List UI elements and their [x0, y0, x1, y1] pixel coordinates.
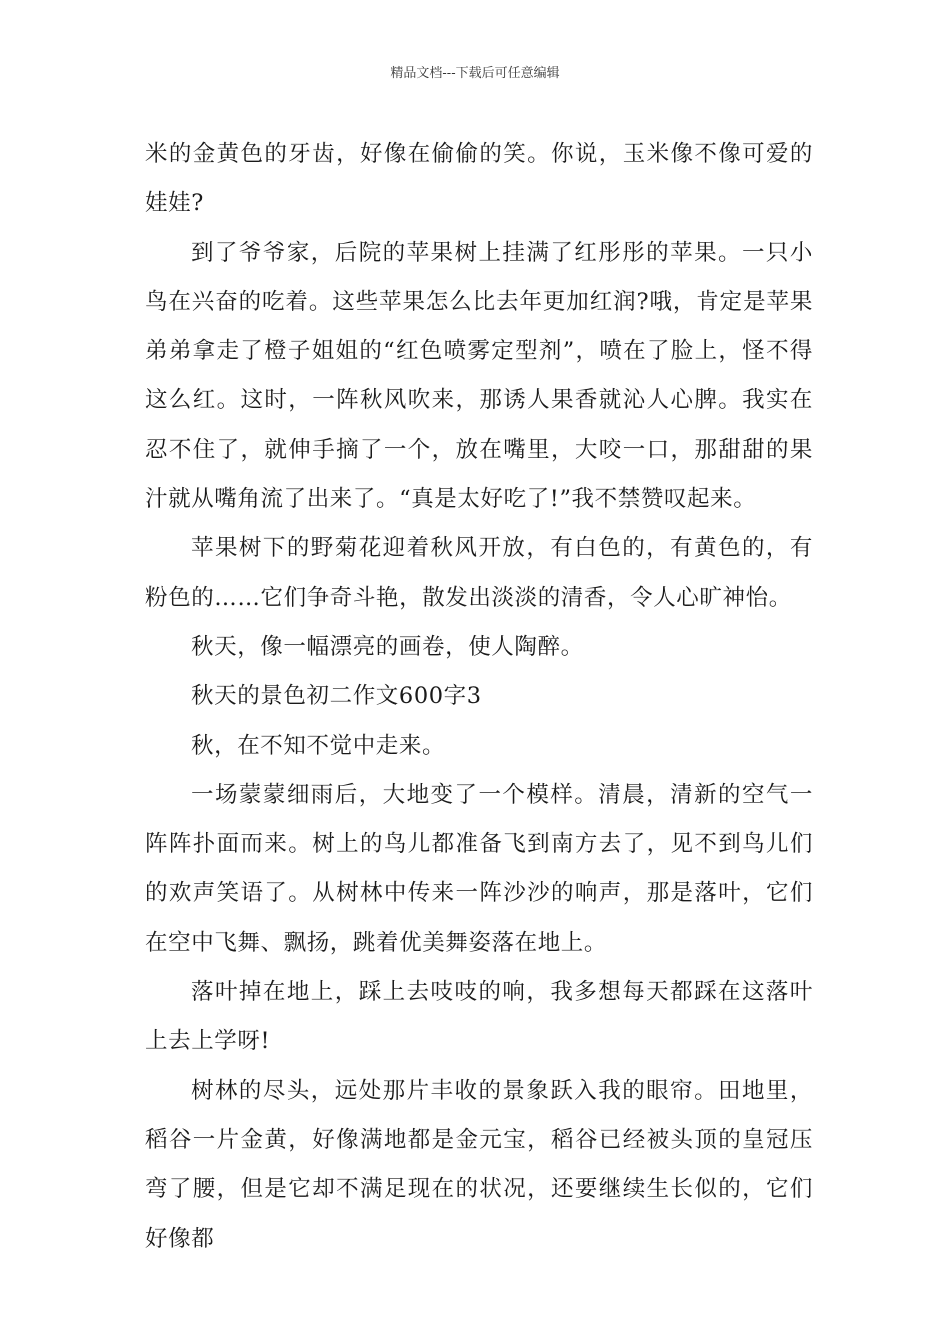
paragraph: 秋，在不知不觉中走来。 — [191, 732, 446, 759]
paragraph: 苹果树下的野菊花迎着秋风开放，有白色的，有黄色的，有粉色的……它们争奇斗艳，散发出淡淡的清香，令人心旷神怡。 — [145, 535, 813, 611]
paragraph: 秋天，像一幅漂亮的画卷，使人陶醉。 — [191, 633, 584, 660]
paragraph: 米的金黄色的牙齿，好像在偷偷的笑。你说，玉米像不像可爱的娃娃? — [145, 141, 813, 217]
section-title: 秋天的景色初二作文600字3 — [191, 683, 482, 710]
paragraph: 一场蒙蒙细雨后，大地变了一个模样。清晨，清新的空气一阵阵扑面而来。树上的鸟儿都准备飞到南方去了，见不到鸟儿们的欢声笑语了。从树林中传来一阵沙沙的响声，那是落叶，它们在空中飞舞、飘扬，跳着优美舞姿落在地上。 — [145, 781, 813, 956]
page-header: 精品文档---下载后可任意编辑 — [390, 66, 560, 81]
document-body — [145, 130, 813, 1264]
paragraph: 树林的尽头，远处那片丰收的景象跃入我的眼帘。田地里，稻谷一片金黄，好像满地都是金元宝，稻谷已经被头顶的皇冠压弯了腰，但是它却不满足现在的状况，还要继续生长似的，它们好像都 — [145, 1077, 813, 1252]
paragraph: 到了爷爷家，后院的苹果树上挂满了红彤彤的苹果。一只小鸟在兴奋的吃着。这些苹果怎么比去年更加红润?哦，肯定是苹果弟弟拿走了橙子姐姐的“红色喷雾定型剂”，喷在了脸上，怪不得这么红。这时，一阵秋风吹来，那诱人果香就沁人心脾。我实在忍不住了，就伸手摘了一个，放在嘴里，大咬一口，那甜甜的果汁就从嘴角流了出来了。“真是太好吃了!”我不禁赞叹起来。 — [145, 239, 813, 513]
paragraph: 落叶掉在地上，踩上去吱吱的响，我多想每天都踩在这落叶上去上学呀! — [145, 979, 813, 1055]
